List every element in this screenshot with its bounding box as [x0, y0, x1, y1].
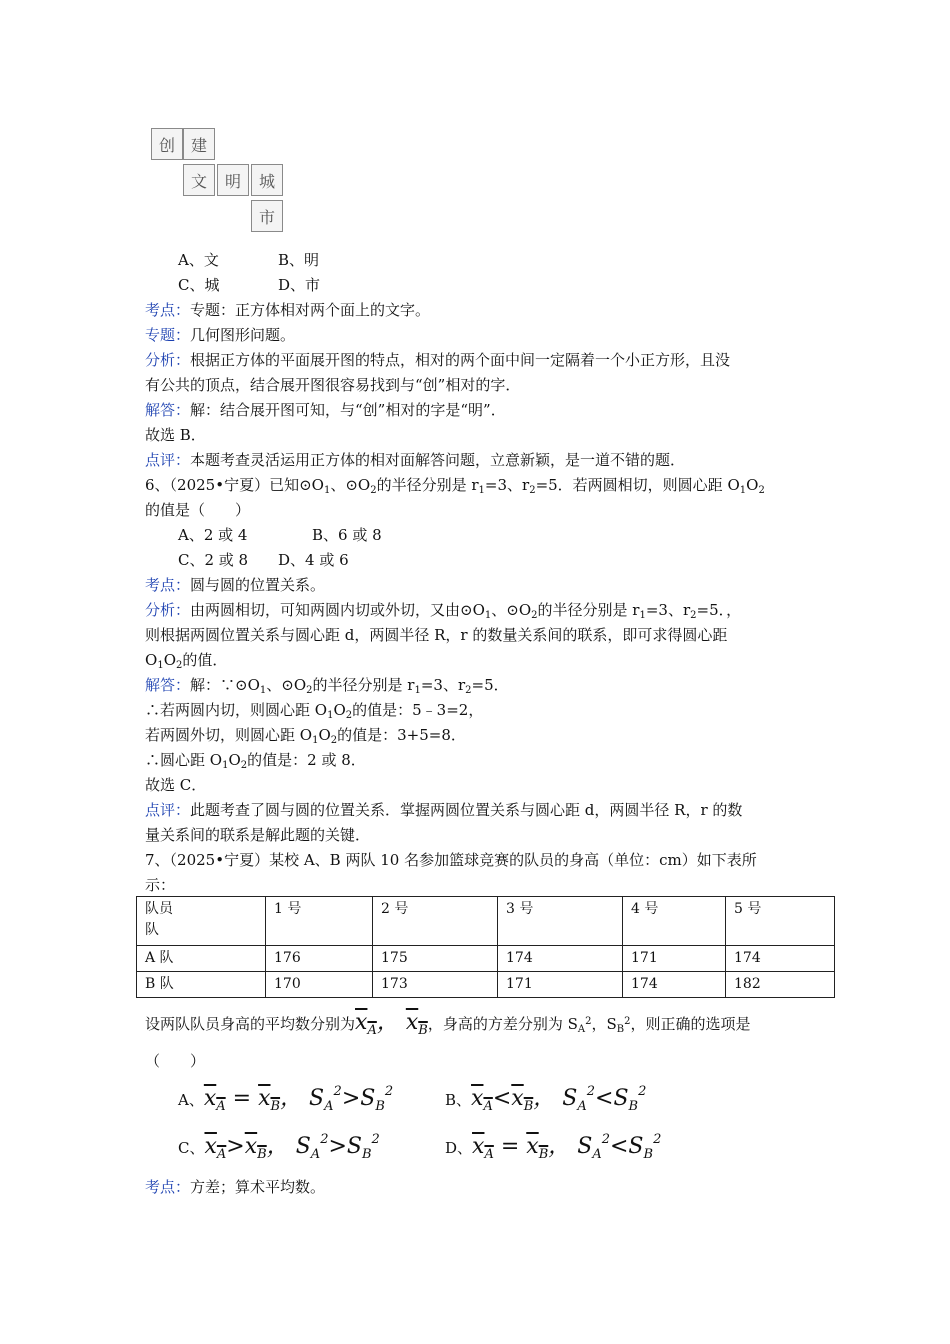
table-header-cell: 5 号 — [726, 897, 835, 946]
q5-analysis-1: 分析：根据正方体的平面展开图的特点，相对的两个面中间一定隔着一个小正方形，且没 — [145, 351, 731, 369]
q6-option-c: C、2 或 8 — [178, 551, 249, 569]
q7-stem-1: 7、（2025•宁夏）某校 A、B 两队 10 名参加篮球竞赛的队员的身高（单位：cm）如下表所 — [145, 851, 757, 869]
q7-paren: （ ） — [145, 1052, 206, 1070]
height-table — [136, 896, 835, 998]
table-cell: 182 — [726, 972, 835, 998]
q5-option-c: C、城 — [178, 276, 220, 294]
q7-option-d: D、$x_A = x_B$， $S_A^2<S_B^2$ — [445, 1132, 662, 1162]
q6-option-d: D、4 或 6 — [278, 551, 349, 569]
q6-kaodian: 考点：圆与圆的位置关系。 — [145, 576, 326, 594]
q5-option-b: B、明 — [278, 251, 320, 269]
q5-kaodian: 考点：专题：正方体相对两个面上的文字。 — [145, 301, 431, 319]
q6-answer-4: ∴圆心距 $O_1O_2$的值是：2 或 8． — [145, 751, 366, 771]
cube-net-figure — [145, 120, 290, 240]
q7-stem-2: 示： — [145, 876, 176, 894]
table-cell: 176 — [266, 946, 373, 972]
q7-kaodian: 考点：方差；算术平均数。 — [145, 1178, 326, 1196]
q6-stem-2: 的值是（ ） — [145, 501, 251, 519]
table-cell: B 队 — [137, 972, 266, 998]
q7-option-a: A、$x_A = x_B$， $S_A^2>S_B^2$ — [178, 1084, 394, 1114]
q5-option-d: D、市 — [278, 276, 321, 294]
table-cell: A 队 — [137, 946, 266, 972]
table-header-cell: 4 号 — [623, 897, 726, 946]
q5-option-a: A、文 — [178, 251, 219, 269]
net-cell: 创 — [151, 128, 183, 160]
table-cell: 173 — [373, 972, 498, 998]
table-header-cell: 1 号 — [266, 897, 373, 946]
table-header-cell: 队员 队 — [137, 897, 266, 946]
q5-zhuanti: 专题：几何图形问题。 — [145, 326, 296, 344]
table-cell: 174 — [623, 972, 726, 998]
q6-answer-3: 若两圆外切，则圆心距 $O_1O_2$的值是：3+5=8． — [145, 726, 466, 746]
mean-formula: $x_A$， $x_B$ — [355, 1010, 428, 1038]
table-cell: 171 — [498, 972, 623, 998]
q6-analysis-3: $O_1O_2$的值． — [145, 651, 228, 671]
q6-analysis-2: 则根据两圆位置关系与圆心距 d，两圆半径 R，r 的数量关系间的联系，即可求得圆心距 — [145, 626, 728, 644]
net-cell: 文 — [183, 164, 215, 196]
q5-answer: 解答：解：结合展开图可知，与“创”相对的字是“明”． — [145, 401, 506, 419]
q6-answer-2: ∴若两圆内切，则圆心距 $O_1O_2$的值是：5﹣3=2， — [145, 701, 484, 721]
table-row — [137, 946, 835, 972]
q6-comment-1: 点评：此题考查了圆与圆的位置关系．掌握两圆位置关系与圆心距 d，两圆半径 R，r 的数 — [145, 801, 743, 819]
q6-analysis-1: 分析：由两圆相切，可知两圆内切或外切，又由$⊙O_1$、$⊙O_2$的半径分别是 $r_1=3$、$r_2=5$．， — [145, 601, 742, 621]
q5-choice: 故选 B． — [145, 426, 206, 444]
net-cell: 明 — [217, 164, 249, 196]
table-header-row — [137, 897, 835, 946]
q5-comment: 点评：本题考查灵活运用正方体的相对面解答问题，立意新颖，是一道不错的题． — [145, 451, 686, 469]
table-cell: 171 — [623, 946, 726, 972]
q6-stem-1: 6、（2025•宁夏）已知$⊙O_1$、$⊙O_2$的半径分别是 $r_1=3$、$r_2=5$．若两圆相切，则圆心距 $O_1O_2$ — [145, 476, 765, 496]
q5-analysis-2: 有公共的顶点，结合展开图很容易找到与“创”相对的字． — [145, 376, 521, 394]
q6-answer-1: 解答：解：$\because⊙O_1$、$⊙O_2$的半径分别是 $r_1=3$、$r_2=5$． — [145, 676, 509, 696]
net-cell: 城 — [251, 164, 283, 196]
table-header-cell: 2 号 — [373, 897, 498, 946]
q7-option-c: C、$x_A>x_B$， $S_A^2>S_B^2$ — [178, 1132, 380, 1162]
table-cell: 170 — [266, 972, 373, 998]
table-cell: 174 — [498, 946, 623, 972]
table-cell: 174 — [726, 946, 835, 972]
q7-option-b: B、$x_A<x_B$， $S_A^2<S_B^2$ — [445, 1084, 647, 1114]
q6-choice: 故选 C． — [145, 776, 207, 794]
q7-question: 设两队队员身高的平均数分别为$x_A$， $x_B$，身高的方差分别为 $S_A^2$，$S_B^2$，则正确的选项是 — [145, 1010, 751, 1038]
net-cell: 市 — [251, 200, 283, 232]
q6-option-b: B、6 或 8 — [312, 526, 382, 544]
q6-comment-2: 量关系间的联系是解此题的关键． — [145, 826, 371, 844]
table-cell: 175 — [373, 946, 498, 972]
net-cell: 建 — [183, 128, 215, 160]
table-header-cell: 3 号 — [498, 897, 623, 946]
q6-option-a: A、2 或 4 — [178, 526, 248, 544]
table-row — [137, 972, 835, 998]
